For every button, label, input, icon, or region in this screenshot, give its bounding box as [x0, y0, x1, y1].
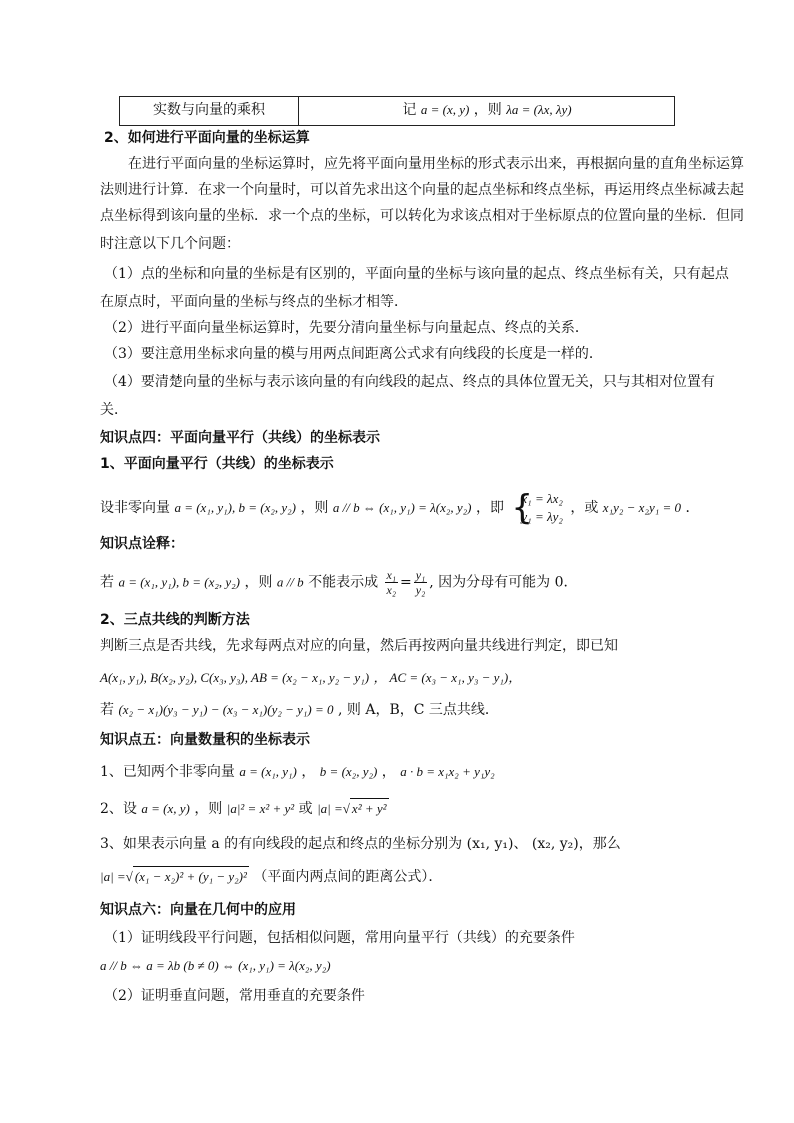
kp5-line-4: |a| =√ (x₁ − x₂)² + (y₁ − y₂)² （平面内两点间的距离公式）．	[100, 866, 442, 887]
sqrt-icon: √	[342, 801, 350, 816]
section-2-heading: 2、如何进行平面向量的坐标运算	[104, 130, 310, 146]
list-item: （1）证明线段平行问题，包括相似问题，常用向量平行（共线）的充要条件	[104, 930, 575, 946]
note-heading: 知识点诠释：	[100, 536, 184, 552]
sqrt-icon: √	[125, 869, 133, 884]
list-item: （3）要注意用坐标求向量的模与用两点间距离公式求有向线段的长度是一样的．	[104, 346, 603, 362]
paragraph-line: 点坐标得到该向量的坐标．求一个点的坐标，可以转化为求该点相对于坐标原点的位置向量的坐标．但同	[100, 208, 744, 224]
paragraph-line: 时注意以下几个问题：	[100, 236, 240, 252]
formula-prefix: 记	[402, 102, 417, 118]
paragraph-line: 法则进行计算．在求一个向量时，可以首先求出这个向量的起点坐标和终点坐标，再运用终点坐标减去起	[100, 182, 744, 198]
list-item: 关．	[100, 402, 128, 418]
collinear-condition: 若 (x₂ − x₁)(y₃ − y₁) − (x₃ − x₁)(y₂ − y₁) = 0 , 则 A，B，C 三点共线．	[100, 702, 499, 718]
kp4-heading: 知识点四：平面向量平行（共线）的坐标表示	[100, 430, 380, 446]
formula-b: λa = (λx, λy)	[506, 102, 572, 117]
list-item: （2）进行平面向量坐标运算时，先要分清向量坐标与向量起点、终点的关系．	[104, 320, 589, 336]
list-item: 在原点时，平面向量的坐标与终点的坐标才相等．	[100, 294, 408, 310]
kp4-sub1: 1、平面向量平行（共线）的坐标表示	[100, 456, 334, 472]
table	[119, 96, 675, 126]
equation-system: { x₁ = λx₂ y₁ = λy₂	[511, 488, 563, 528]
list-item: （4）要清楚向量的坐标与表示该向量的有向线段的起点、终点的具体位置无关，只与其相对位置有	[104, 374, 715, 390]
kp4-formula-line: 设非零向量 a = (x₁, y₁), b = (x₂, y₂) ，则 a // b ⇔ (x₁, y₁) = λ(x₂, y₂) ，即 { x₁ = λx₂ y₁ = λy₂ ，或 x₁y₂ − x₂y₁ = 0 ．	[100, 488, 700, 528]
table-cell-formula	[299, 97, 675, 125]
formula-sep: ，则	[473, 102, 502, 118]
fraction: $\frac{\text{x₁}}{\text{x₂}}$	[386, 568, 397, 597]
paragraph-line: 在进行平面向量的坐标运算时，应先将平面向量用坐标的形式表示出来，再根据向量的直角坐标运算	[128, 156, 744, 172]
kp6-heading: 知识点六：向量在几何中的应用	[100, 902, 296, 918]
kp5-line-3: 3、如果表示向量 a 的有向线段的起点和终点的坐标分别为 (x₁, y₁)、 (x₂, y₂)，那么	[100, 836, 621, 852]
kp6-formula: a // b ⇔ a = λb (b ≠ 0) ⇔ (x₁, y₁) = λ(x₂, y₂)	[100, 958, 331, 973]
points-line: A(x₁, y₁), B(x₂, y₂), C(x₃, y₃), AB = (x₂ − x₁, y₂ − y₁) ， AC = (x₃ − x₁, y₃ − y₁)，	[100, 670, 522, 685]
paragraph-line: 判断三点是否共线，先求每两点对应的向量，然后再按两向量共线进行判定，即已知	[100, 638, 618, 654]
kp5-line-1: 1、已知两个非零向量 a = (x₁, y₁) ， b = (x₂, y₂) ， a · b = x₁x₂ + y₁y₂	[100, 764, 495, 780]
formula-a: a = (x, y)	[420, 102, 470, 117]
note-formula-line: 若 a = (x₁, y₁), b = (x₂, y₂) ，则 a // b 不能表示成 $\frac{\text{x₁}}{\text{x₂}}$ = $\frac{\text{y₁}}{\text{y₂}}$ , 因为分母有可能为 0．	[100, 568, 578, 597]
brace-icon: {	[511, 488, 534, 528]
fraction: $\frac{\text{y₁}}{\text{y₂}}$	[415, 568, 426, 597]
kp4-sub2: 2、三点共线的判断方法	[100, 612, 250, 628]
list-item: （1）点的坐标和向量的坐标是有区别的，平面向量的坐标与该向量的起点、终点坐标有关，只有起点	[104, 266, 729, 282]
list-item: （2）证明垂直问题，常用垂直的充要条件	[104, 988, 365, 1004]
kp5-line-2: 2、设 a = (x, y) ，则 |a|² = x² + y² 或 |a| =√ x² + y²	[100, 798, 389, 819]
table-cell-label: 实数与向量的乘积	[120, 97, 299, 125]
kp5-heading: 知识点五：向量数量积的坐标表示	[100, 732, 310, 748]
